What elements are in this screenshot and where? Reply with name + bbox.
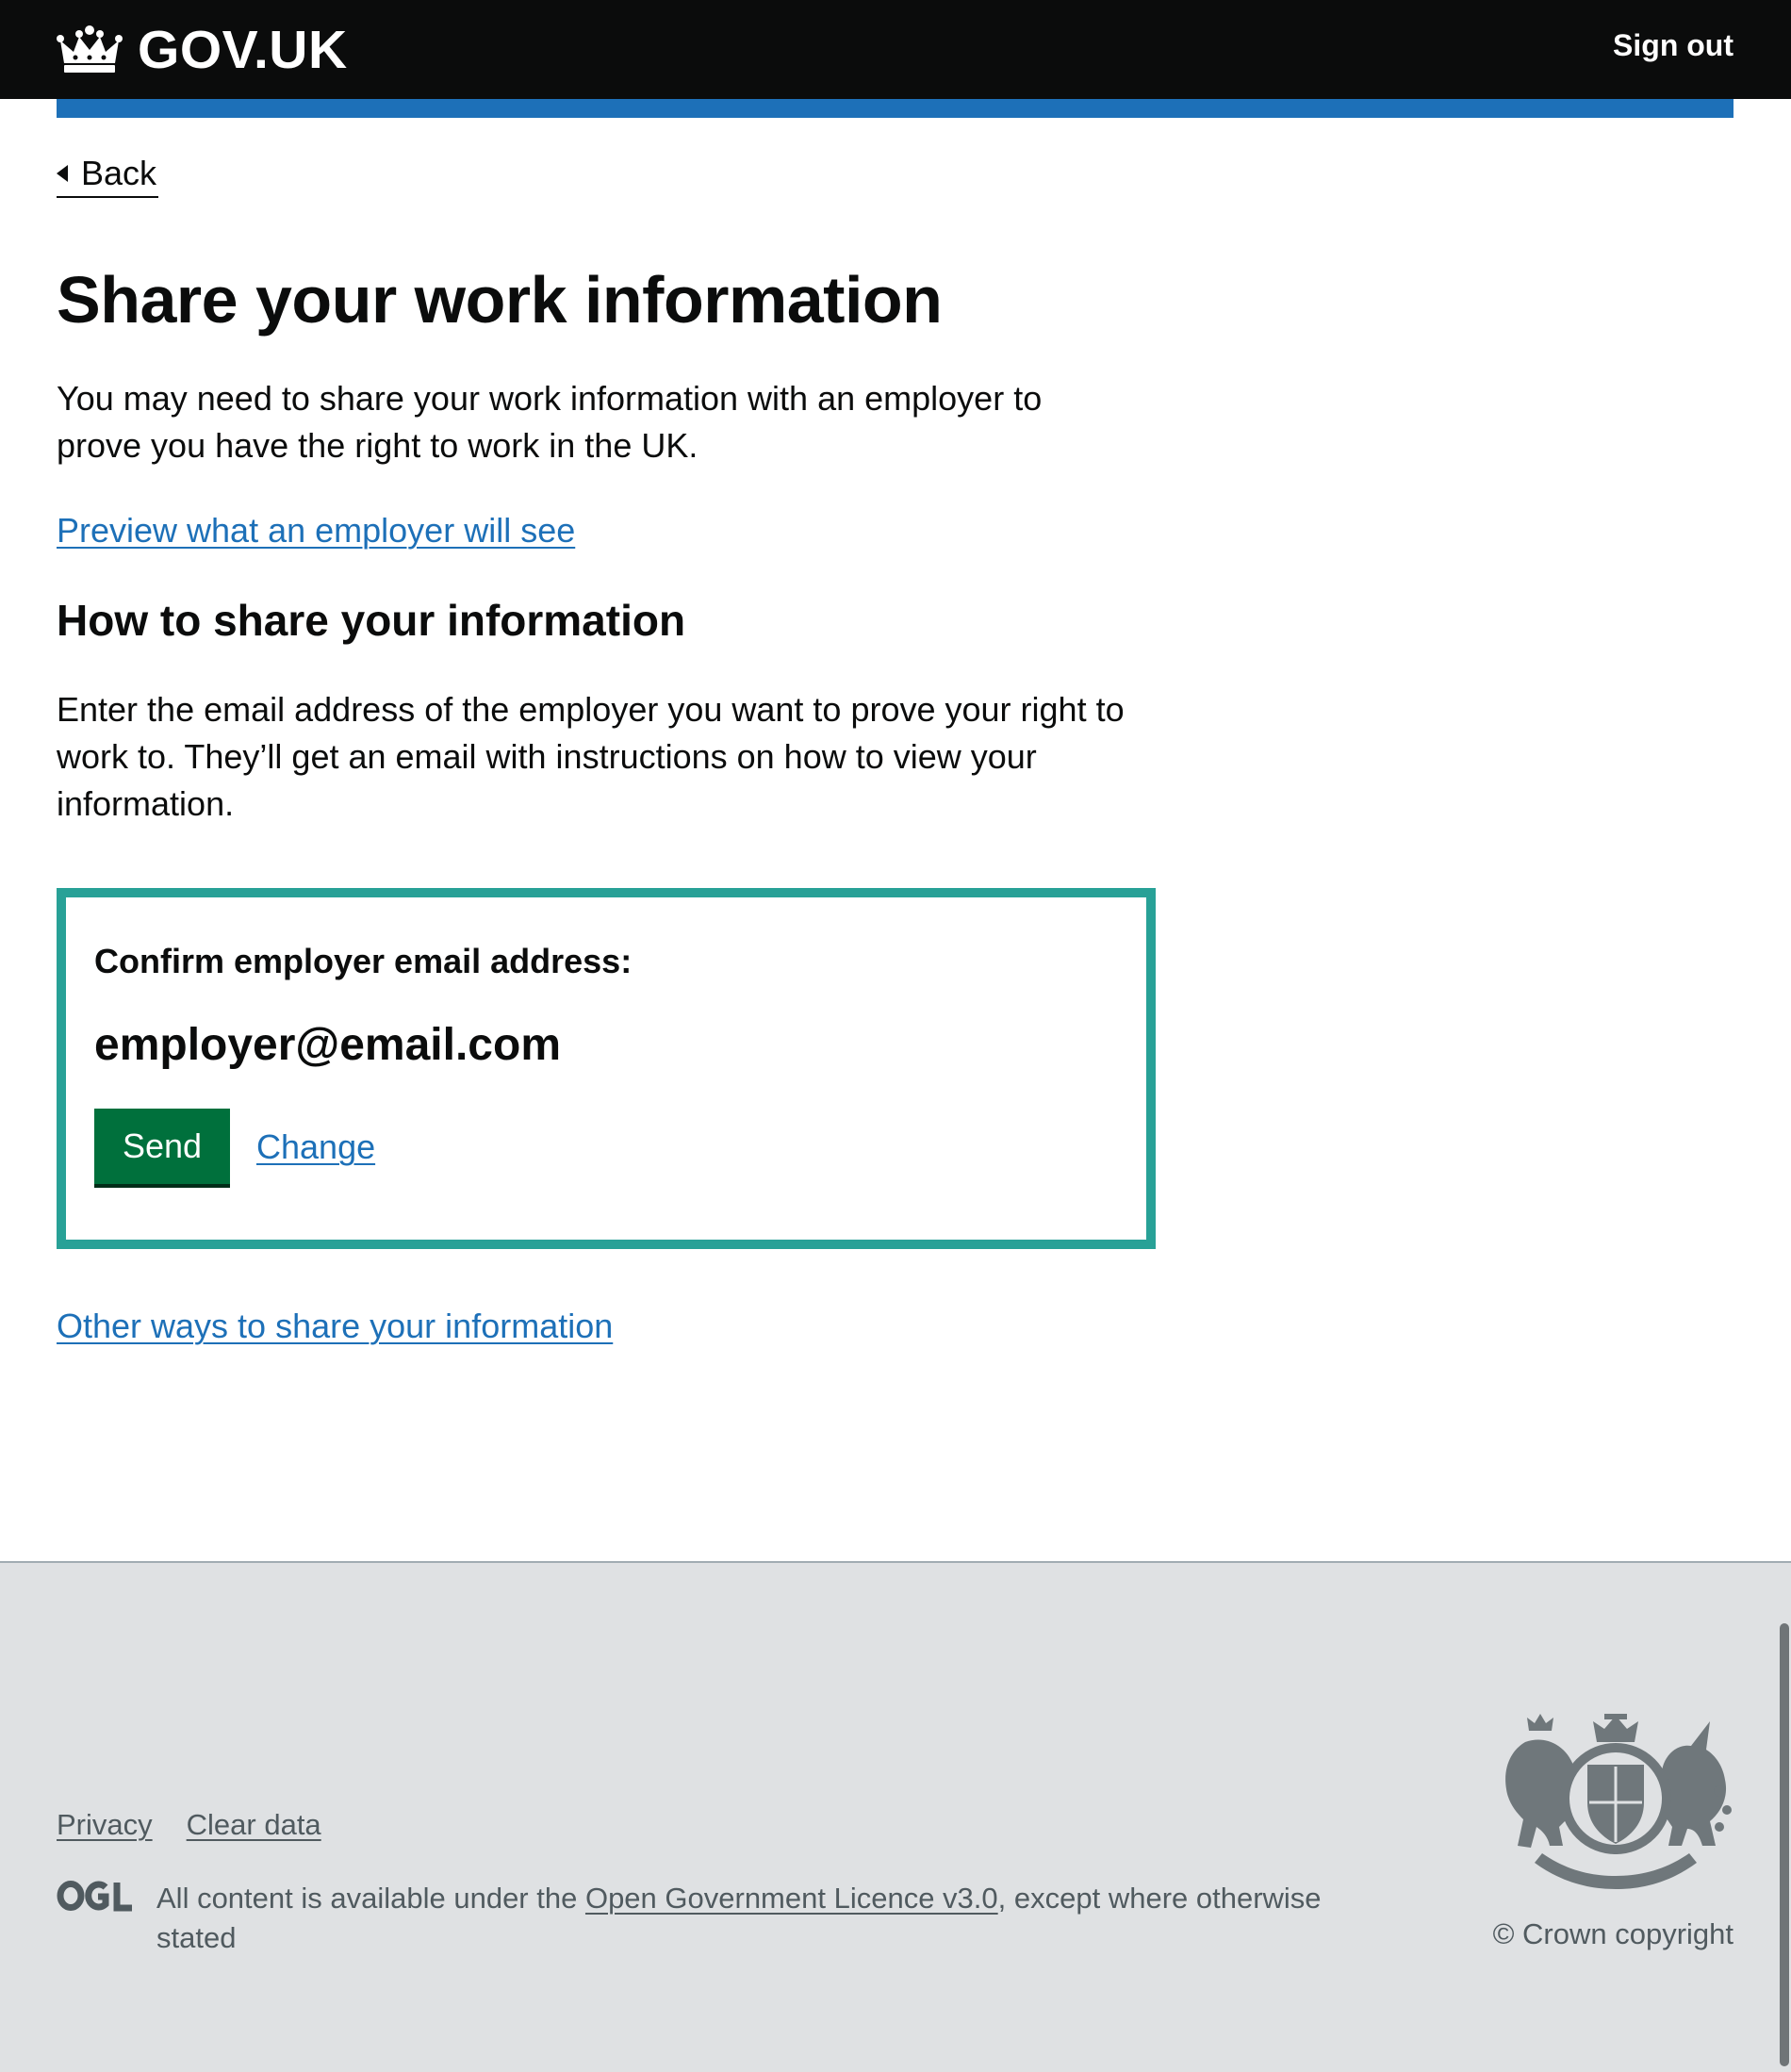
ogl-logo-icon (57, 1880, 134, 1912)
royal-coat-of-arms-icon (1497, 1704, 1734, 1893)
intro-text: You may need to share your work information with an employer to prove you have the right to work in the UK. (57, 379, 1043, 465)
open-government-licence-link[interactable]: Open Government Licence v3.0 (584, 1882, 998, 1915)
clear-data-link[interactable]: Clear data (186, 1808, 321, 1841)
logo-text: GOV.UK (138, 19, 348, 80)
crown-copyright-link[interactable]: © Crown copyright (1492, 1917, 1733, 1950)
change-email-link[interactable]: Change (256, 1127, 376, 1166)
other-ways-to-share-link[interactable]: Other ways to share your information (57, 1307, 614, 1345)
how-to-share-text: Enter the email address of the employer you want to prove your right to work to. They’ll get an email with instructions on how to view your information. (57, 690, 1125, 823)
send-button[interactable]: Send (94, 1109, 230, 1184)
site-footer (0, 1561, 1791, 2072)
crown-icon (57, 24, 123, 76)
preview-employer-view-link[interactable]: Preview what an employer will see (57, 511, 576, 550)
confirm-email-label: Confirm employer email address: (94, 942, 633, 980)
back-link-label: Back (81, 154, 157, 192)
back-link[interactable] (57, 151, 158, 198)
confirm-email-panel (57, 888, 1156, 1249)
footer-links (57, 1804, 321, 1846)
how-to-share-heading: How to share your information (57, 596, 686, 645)
site-header (0, 0, 1791, 99)
licence-suffix: , except where otherwise stated (156, 1882, 1322, 1954)
licence-text (156, 1878, 1335, 1957)
header-blue-bar (57, 99, 1733, 118)
govuk-logo-link[interactable] (57, 21, 348, 79)
scrollbar-thumb[interactable] (1780, 1623, 1789, 2066)
employer-email-value: employer@email.com (94, 1020, 561, 1070)
sign-out-link[interactable]: Sign out (1613, 28, 1733, 62)
page-title: Share your work information (57, 263, 943, 337)
privacy-link[interactable]: Privacy (57, 1808, 153, 1841)
chevron-left-icon (57, 165, 68, 182)
licence-prefix: All content is available under the (156, 1882, 585, 1915)
